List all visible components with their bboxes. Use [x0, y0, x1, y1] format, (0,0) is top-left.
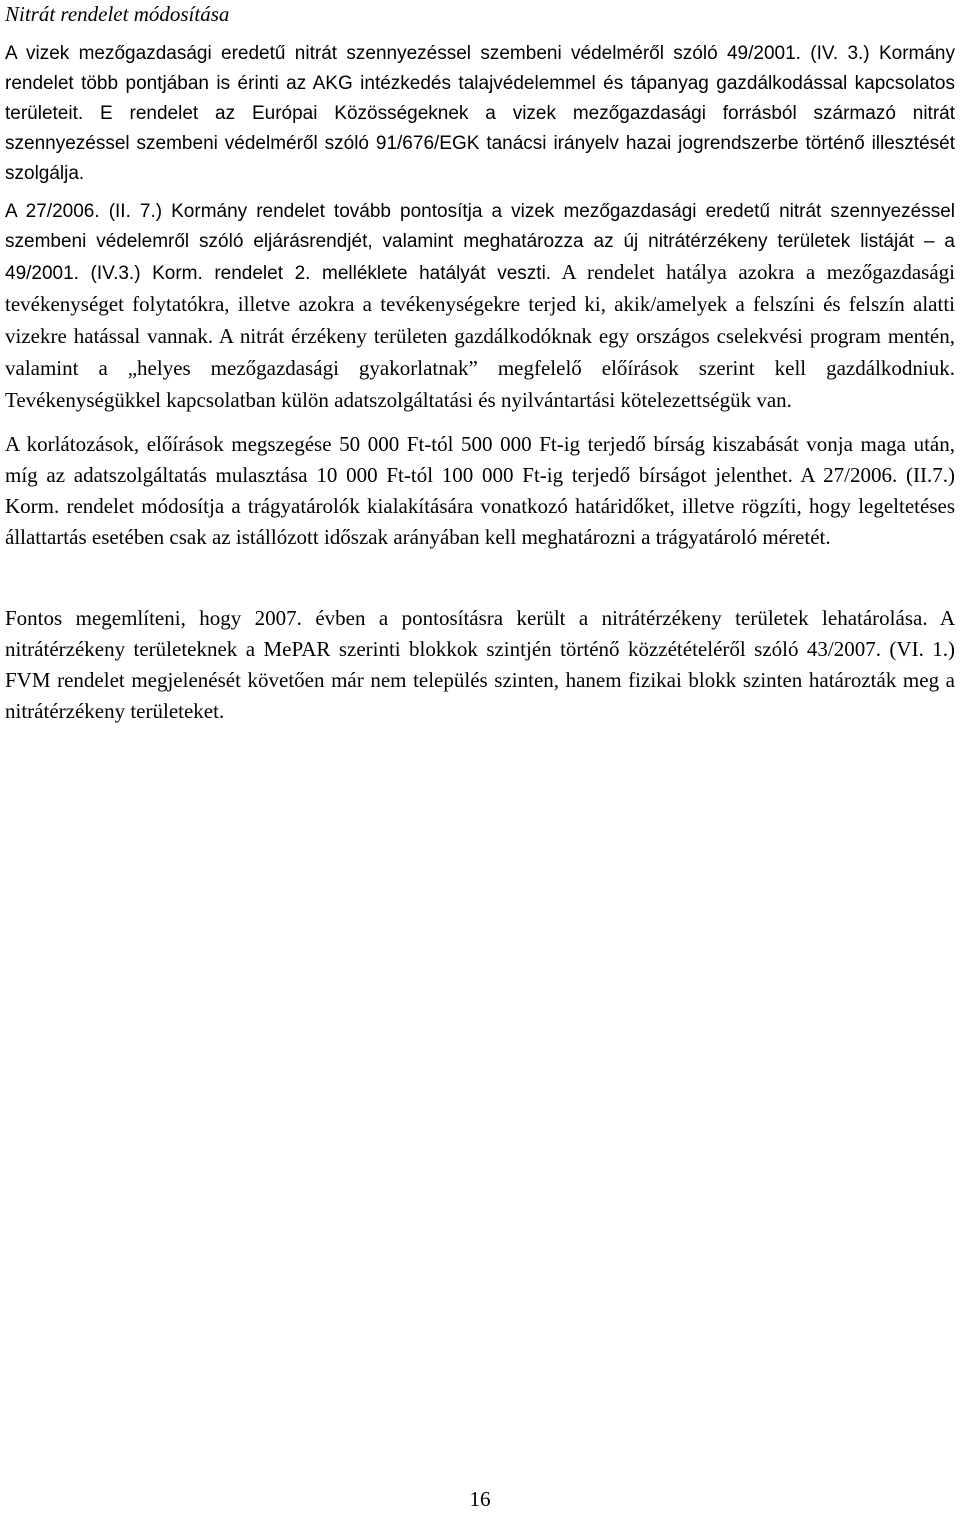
paragraph-intro — [5, 39, 955, 189]
paragraph-amendment — [5, 197, 955, 417]
paragraph-amendment-serif-text: A rendelet hatálya azokra a mezőgazdasági tevékenységet folytatókra, illetve azokra a tevékenységekre terjed ki, akik/amelyek a felszíni és felszín alatti vizekre hatással vannak. A nitrát érzékeny területen gazdálkodóknak egy országos cselekvési program mentén, valamint a „helyes mezőgazdasági gyakorlatnak” megfelelő előírások szerint kell gazdálkodniuk. Tevékenységükkel kapcsolatban külön adatszolgáltatási és nyilvántartási kötelezettségük van. — [5, 260, 955, 412]
document-page — [5, 0, 955, 727]
paragraph-amendment-sans-text: A 27/2006. (II. 7.) Kormány rendelet tovább pontosítja a vizek mezőgazdasági eredetű nitrát szennyezéssel szembeni védelemről szóló eljárásrendjét, valamint meghatározza az új nitrátérzékeny területek listáját – a 49/2001. (IV.3.) Korm. rendelet 2. melléklete hatályát veszti. — [5, 201, 955, 284]
paragraph-penalties-text: A korlátozások, előírások megszegése 50 000 Ft-tól 500 000 Ft-ig terjedő bírság kiszabását vonja maga után, míg az adatszolgáltatás mulasztása 10 000 Ft-tól 100 000 Ft-ig terjedő bírságot jelenthet. A 27/2006. (II.7.) Korm. rendelet módosítja a trágyatárolók kialakítására vonatkozó határidőket, illetve rögzíti, hogy legeltetéses állattartás esetében csak az istállózott időszak arányában kell meghatározni a trágyatároló méretét. — [5, 432, 955, 549]
page-number: 16 — [469, 1487, 491, 1511]
paragraph-intro-text: A vizek mezőgazdasági eredetű nitrát szennyezéssel szembeni védelméről szóló 49/2001. (IV. 3.) Kormány rendelet több pontjában is érinti az AKG intézkedés talajvédelemmel és tápanyag gazdálkodással kapcsolatos területeit. E rendelet az Európai Közösségeknek a vizek mezőgazdasági forrásból származó nitrát szennyezéssel szembeni védelméről szóló 91/676/EGK tanácsi irányelv hazai jogrendszerbe történő illesztését szolgálja. — [5, 43, 955, 184]
section-heading: Nitrát rendelet módosítása — [5, 2, 230, 26]
paragraph-delineation — [5, 603, 955, 727]
paragraph-delineation-text: Fontos megemlíteni, hogy 2007. évben a pontosításra került a nitrátérzékeny területek lehatárolása. A nitrátérzékeny területeknek a MePAR szerinti blokkok szintjén történő közzétételéről szóló 43/2007. (VI. 1.) FVM rendelet megjelenését követően már nem település szinten, hanem fizikai blokk szinten határozták meg a nitrátérzékeny területeket. — [5, 606, 955, 723]
paragraph-penalties — [5, 429, 955, 553]
